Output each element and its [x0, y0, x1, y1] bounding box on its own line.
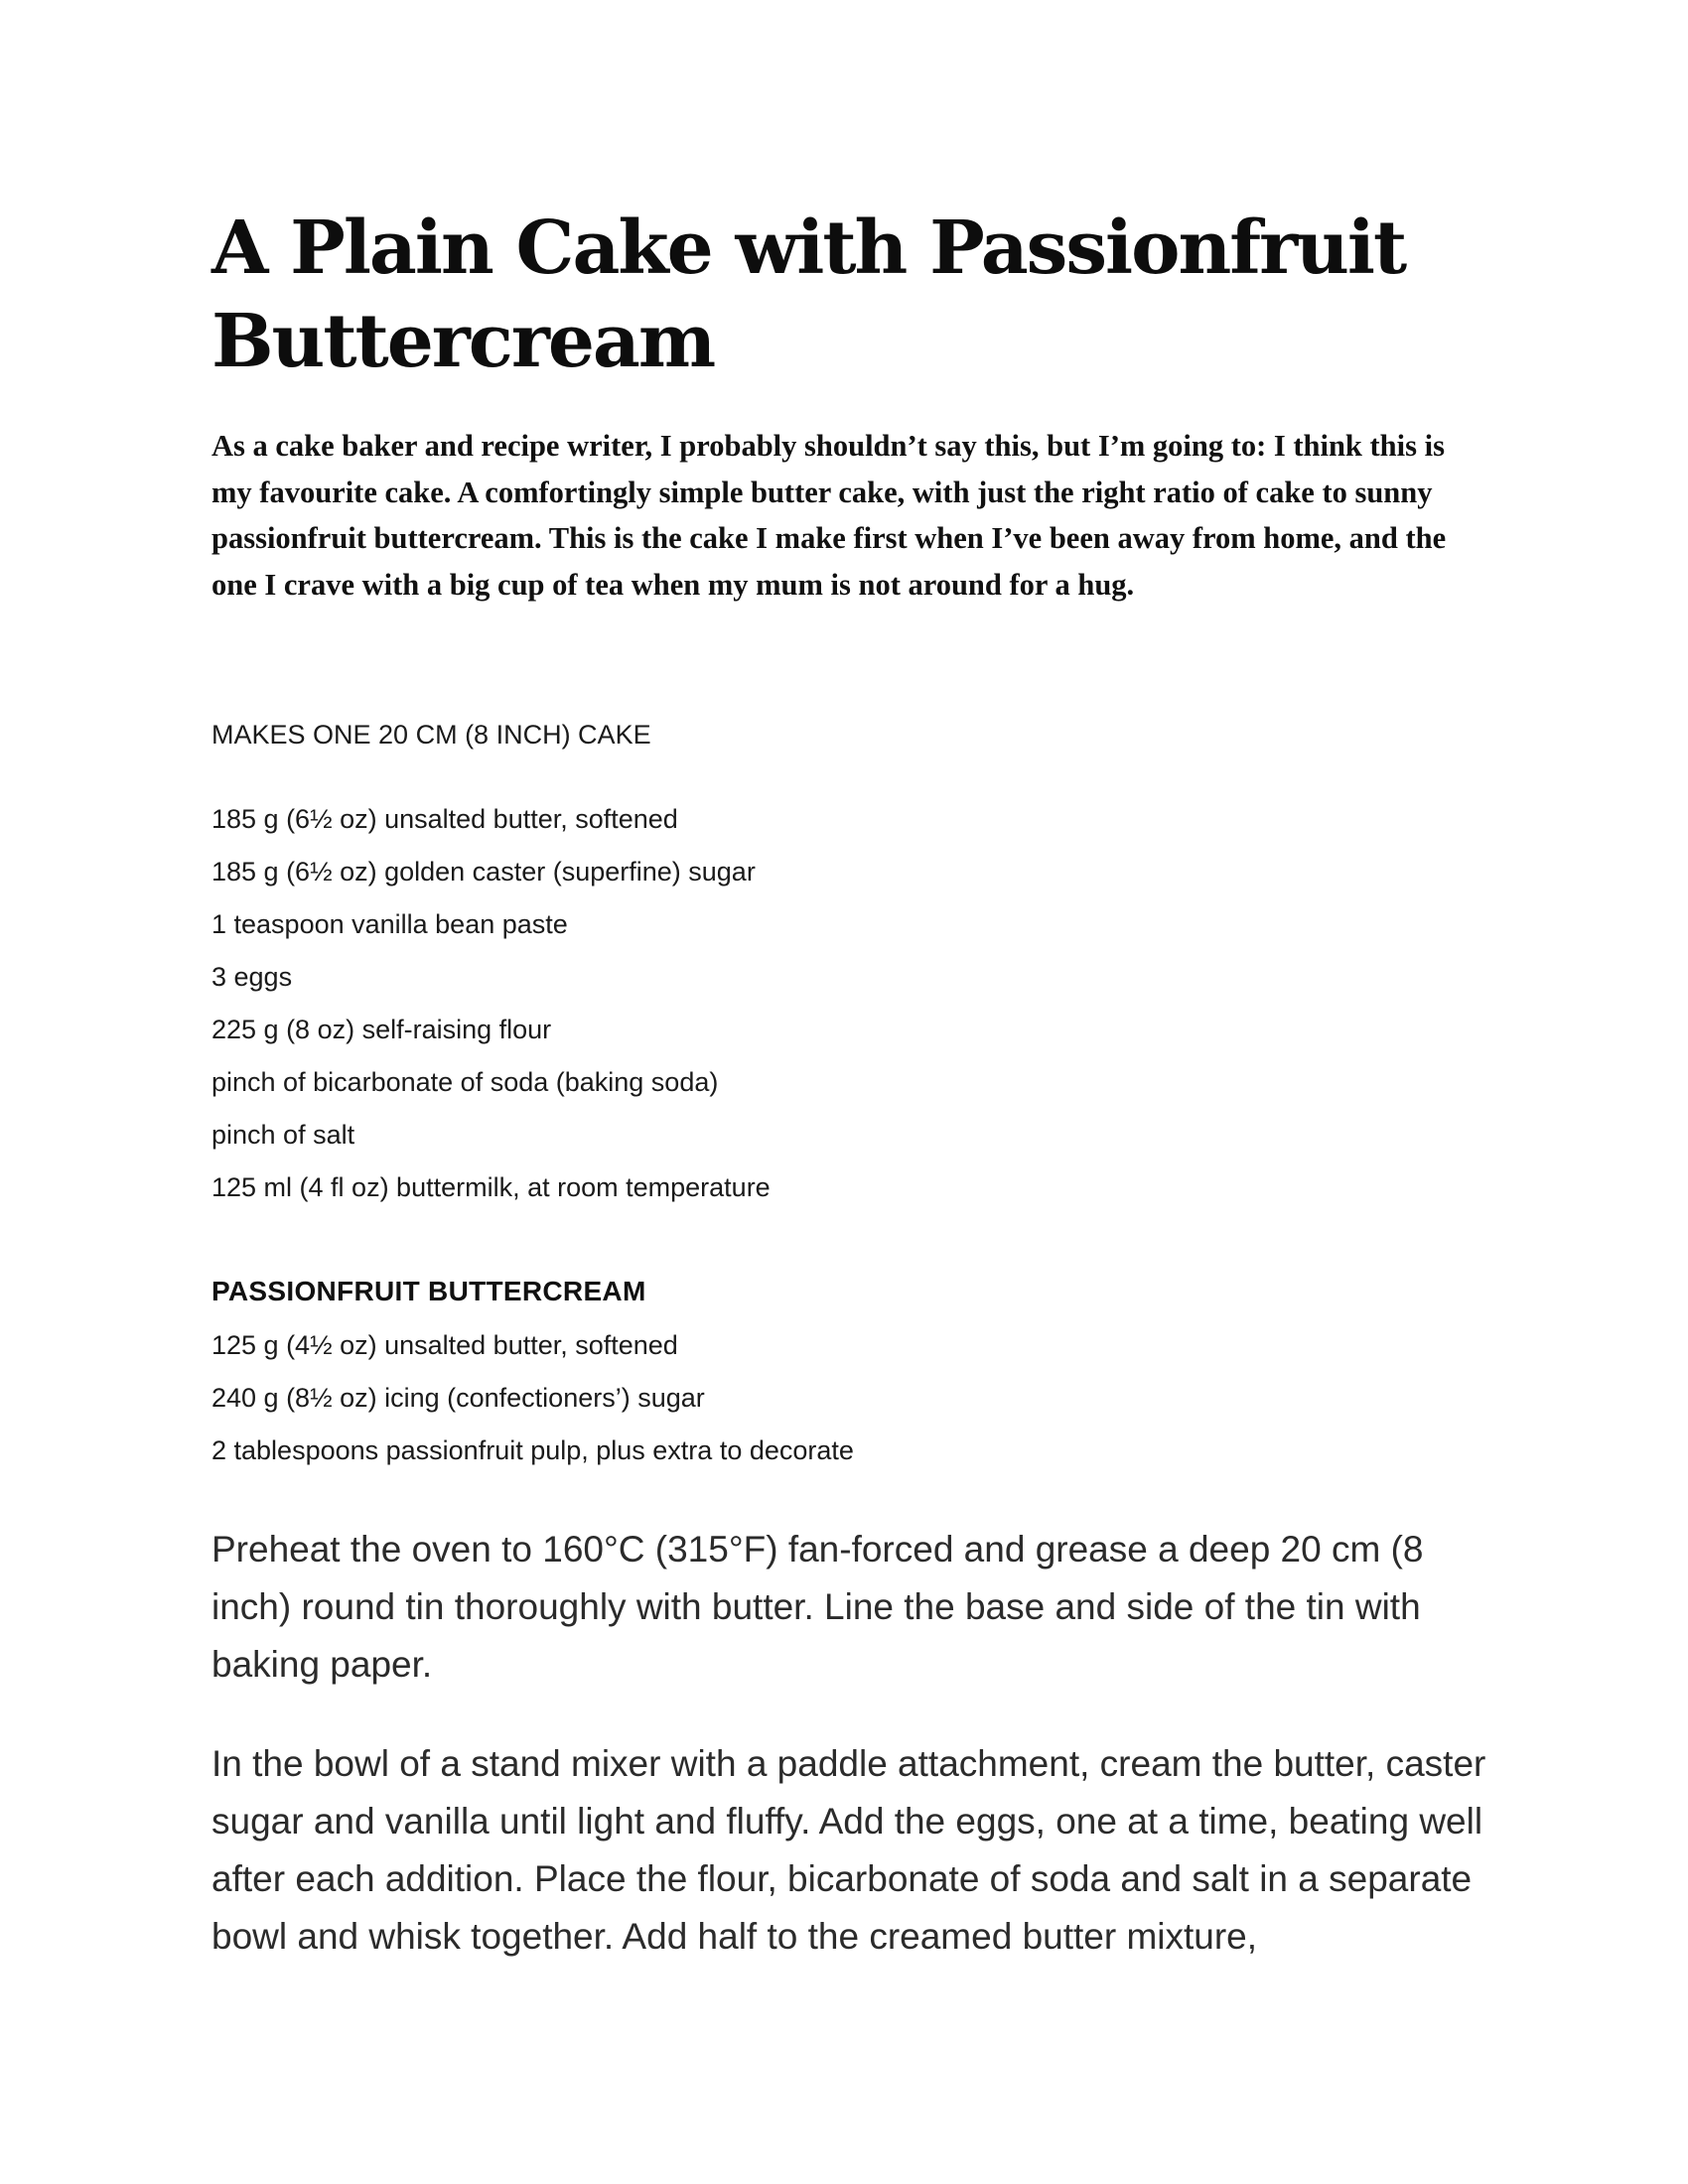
recipe-yield: MAKES ONE 20 CM (8 INCH) CAKE: [211, 720, 651, 750]
method-step: Preheat the oven to 160°C (315°F) fan-forced and grease a deep 20 cm (8 inch) round tin thoroughly with butter. Line the base and side of the tin with baking paper.: [211, 1529, 1424, 1685]
ingredients-list: [211, 793, 771, 1214]
buttercream-heading: PASSIONFRUIT BUTTERCREAM: [211, 1276, 646, 1306]
buttercream-ingredient-item: 125 g (4½ oz) unsalted butter, softened: [211, 1330, 678, 1360]
ingredient-item: pinch of salt: [211, 1120, 355, 1150]
buttercream-ingredient-item: 2 tablespoons passionfruit pulp, plus extra to decorate: [211, 1435, 854, 1465]
buttercream-ingredients-list: [211, 1319, 854, 1477]
ingredient-item: 225 g (8 oz) self-raising flour: [211, 1015, 552, 1044]
ingredient-item: 185 g (6½ oz) golden caster (superfine) sugar: [211, 857, 756, 887]
ingredient-item: pinch of bicarbonate of soda (baking soda): [211, 1067, 719, 1097]
ingredient-item: 1 teaspoon vanilla bean paste: [211, 909, 568, 939]
ingredient-item: 185 g (6½ oz) unsalted butter, softened: [211, 804, 678, 834]
method-step: In the bowl of a stand mixer with a paddle attachment, cream the butter, caster sugar and vanilla until light and fluffy. Add the eggs, one at a time, beating well after each addition. Place the flour, bicarbonate of soda and salt in a separate bowl and whisk together. Add half to the creamed butter mixture,: [211, 1743, 1486, 1957]
recipe-intro: As a cake baker and recipe writer, I probably shouldn’t say this, but I’m going to: I think this is my favourite cake. A comfortingly simple butter cake, with just the right ratio of cake to sunny passionfruit buttercream. This is the cake I make first when I’ve been away from home, and the one I crave with a big cup of tea when my mum is not around for a hug.: [211, 429, 1447, 602]
buttercream-ingredient-item: 240 g (8½ oz) icing (confectioners’) sugar: [211, 1383, 705, 1413]
ingredient-item: 3 eggs: [211, 962, 293, 992]
recipe-title: A Plain Cake with Passionfruit Buttercream: [211, 205, 1406, 384]
ingredient-item: 125 ml (4 fl oz) buttermilk, at room temperature: [211, 1172, 771, 1202]
